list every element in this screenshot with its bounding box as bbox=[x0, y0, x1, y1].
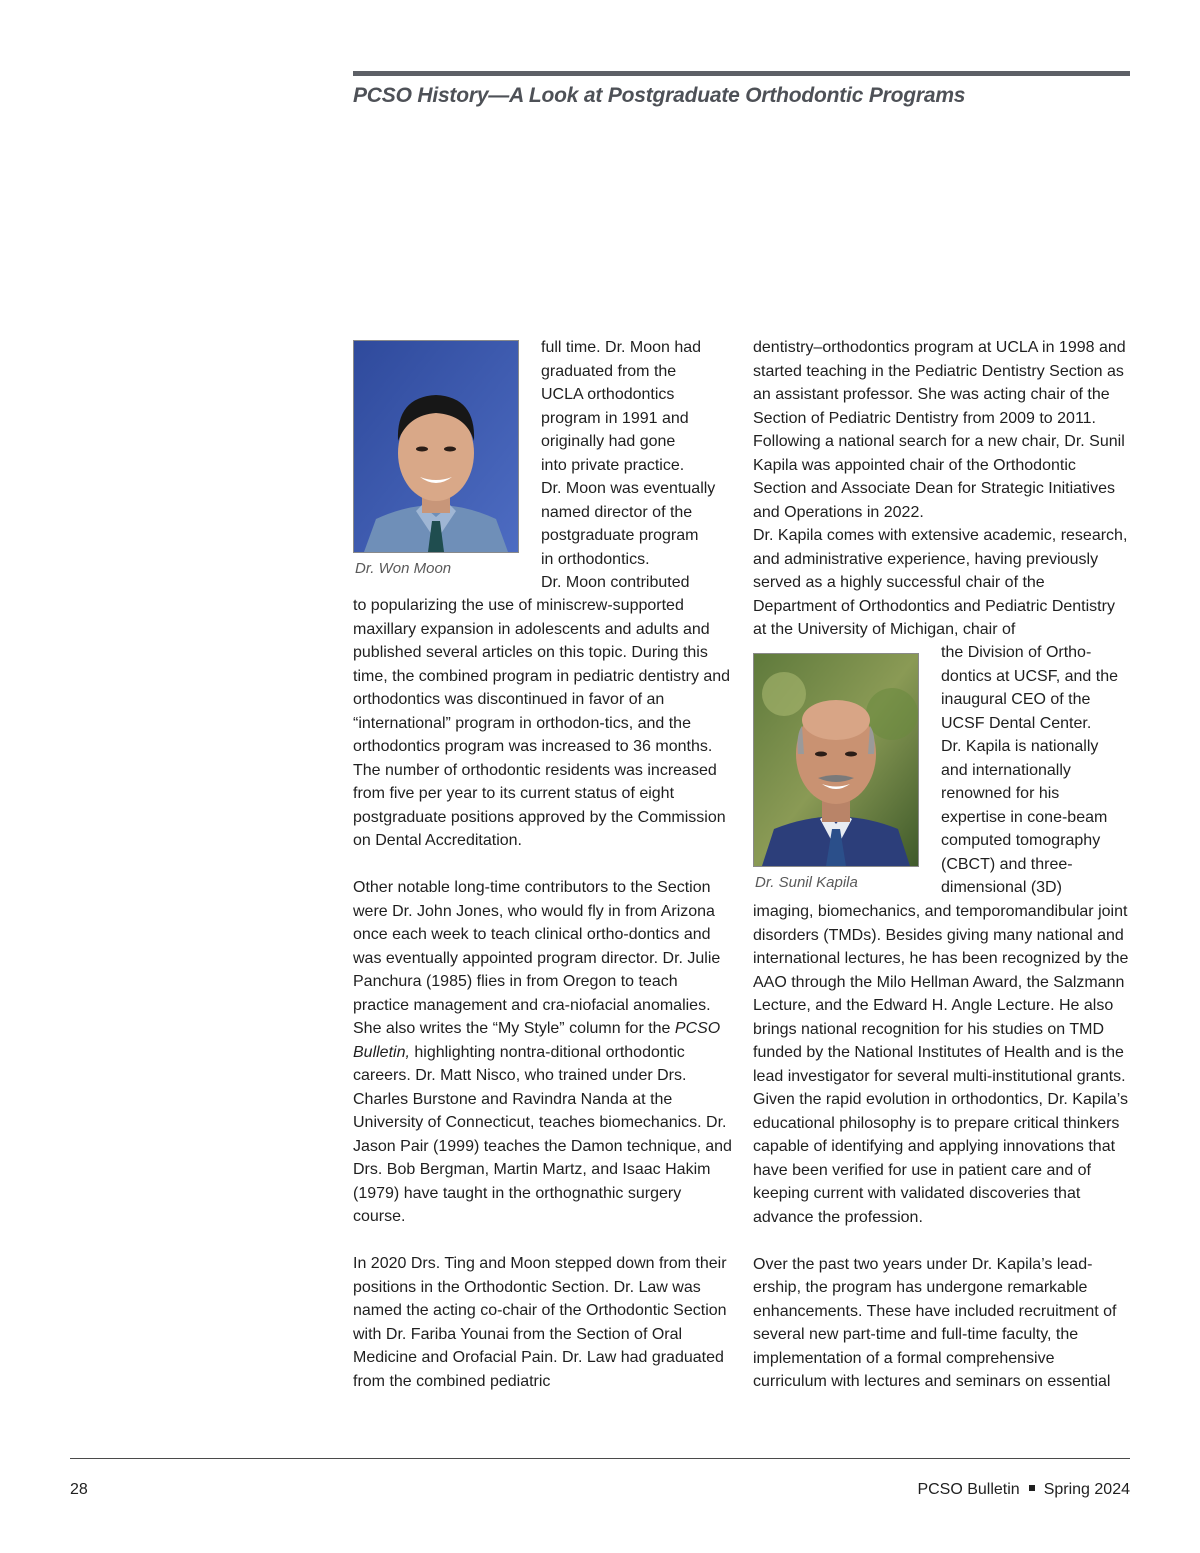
text-line: named director of the bbox=[541, 503, 693, 521]
paragraph: Dr. Kapila comes with extensive academic, research, and administrative experience, having previously served as a highly successful chair of the Department of Orthodontics and Pediatric Dentistry at the University of Michigan, chair of bbox=[753, 527, 1128, 638]
header-rule bbox=[353, 71, 1130, 76]
issue-date: Spring 2024 bbox=[1043, 1481, 1130, 1498]
text-line: postgraduate program bbox=[541, 527, 699, 544]
text-line: program in 1991 and bbox=[541, 409, 689, 427]
text-line: Dr. Moon was eventually bbox=[541, 480, 716, 497]
text-line: UCSF Dental Center. bbox=[941, 714, 1092, 732]
paragraph: dentistry–orthodontics program at UCLA in 1998 and started teaching in the Pediatric Dentistry Section as an assistant professor. She was acting chair of the Section of Pediatric Dentistry from 2009 to 2011. Following a national search for a new chair, Dr. Sunil Kapila was appointed chair of the Orthodontic Section and Associate Dean for Strategic Initiatives and Operations in 2022. bbox=[753, 339, 1126, 521]
paragraph: to popularizing the use of miniscrew-supported maxillary expansion in adolescents and adults and published several articles on this topic. During this time, the combined program in pediatric dentistry and orthodontics was discontinued in favor of an “international” program in orthodon-tics, and the orthodontics program was increased to 36 months. The number of orthodontic residents was increased from five per year to its current status of eight postgraduate positions approved by the Commission on Dental Accreditation. bbox=[353, 597, 731, 849]
page-number: 28 bbox=[70, 1481, 88, 1498]
paragraph: In 2020 Drs. Ting and Moon stepped down from their positions in the Orthodontic Section. Dr. Law was named the acting co-chair of the Orthodontic Section with Dr. Fariba Younai from the Section of Oral Medicine and Orofacial Pain. Dr. Law had graduated from the combined pediatric bbox=[353, 1255, 727, 1390]
text-line: UCLA orthodontics bbox=[541, 386, 675, 403]
paragraph: Other notable long-time contributors to the Section were Dr. John Jones, who would fly in from Arizona once each week to teach clinical ortho-dontics and was eventually appointed program director. Dr. Julie Panchura (1985) flies in from Oregon to teach practice management and cra-niofacial anomalies. She also writes the “My Style” column for the PCSO Bulletin, highlighting nontra-ditional orthodontic careers. Dr. Matt Nisco, who trained under Drs. Charles Burstone and Ravindra Nanda at the University of Connecticut, teaches biomechanics. Dr. Jason Pair (1999) teaches the Damon technique, and Drs. Bob Bergman, Martin Martz, and Isaac Hakim (1979) have taught in the orthognathic surgery course. bbox=[353, 879, 732, 1225]
text-line: in orthodontics. bbox=[541, 550, 650, 568]
text-line: full time. Dr. Moon had bbox=[541, 339, 702, 356]
dr-sunil-kapila-photo bbox=[753, 653, 919, 867]
publication-name: PCSO Bulletin bbox=[917, 1481, 1020, 1498]
text-line: graduated from the bbox=[541, 362, 677, 380]
right-column-body bbox=[753, 900, 1131, 1394]
right-column-top bbox=[753, 336, 1131, 642]
text-line: and internationally bbox=[941, 761, 1071, 779]
portrait-illustration bbox=[354, 341, 518, 552]
paragraph: Over the past two years under Dr. Kapila’s lead-ership, the program has undergone remarkable enhancements. These have included recruitment of several new part-time and full-time faculty, the implementation of a formal comprehensive curriculum with lectures and seminars on essential bbox=[753, 1255, 1117, 1390]
text-line: into private practice. bbox=[541, 456, 685, 474]
left-column-body bbox=[353, 594, 733, 1393]
publication-name: PCSO Bulletin, bbox=[353, 1020, 721, 1061]
left-column-wrap-text bbox=[541, 336, 741, 595]
footer-publication bbox=[917, 1481, 1130, 1499]
text-line: computed tomography bbox=[941, 832, 1101, 849]
right-column-wrap-text bbox=[941, 641, 1141, 900]
text-line: expertise in cone-beam bbox=[941, 808, 1108, 826]
text-line: renowned for his bbox=[941, 785, 1060, 802]
text-line: originally had gone bbox=[541, 433, 676, 450]
dr-sunil-kapila-caption: Dr. Sunil Kapila bbox=[755, 874, 858, 891]
footer-rule bbox=[70, 1458, 1130, 1459]
section-title: PCSO History—A Look at Postgraduate Orthodontic Programs bbox=[353, 84, 966, 107]
text-line: Dr. Kapila is nationally bbox=[941, 738, 1099, 755]
text-line: Dr. Moon contributed bbox=[541, 574, 690, 591]
text-line: (CBCT) and three- bbox=[941, 855, 1073, 873]
text-line: the Division of Ortho- bbox=[941, 644, 1092, 661]
text-line: dimensional (3D) bbox=[941, 879, 1062, 896]
dr-won-moon-caption: Dr. Won Moon bbox=[355, 560, 452, 577]
paragraph: imaging, biomechanics, and temporomandibular joint disorders (TMDs). Besides giving many national and international lectures, he has been recognized by the AAO through the Milo Hellman Award, the Salzmann Lecture, and the Edward H. Angle Lecture. He also brings national recognition for his studies on TMD funded by the National Institutes of Health and is the lead investigator for several multi-institutional grants. Given the rapid evolution in orthodontics, Dr. Kapila’s educational philosophy is to prepare critical thinkers capable of identifying and applying innovations that have been verified for use in patient care and of keeping current with validated discoveries that advance the profession. bbox=[753, 903, 1129, 1226]
text-line: inaugural CEO of the bbox=[941, 691, 1091, 708]
portrait-illustration bbox=[754, 654, 918, 866]
square-bullet-icon bbox=[1029, 1485, 1035, 1491]
text-line: dontics at UCSF, and the bbox=[941, 667, 1118, 685]
dr-won-moon-photo bbox=[353, 340, 519, 553]
